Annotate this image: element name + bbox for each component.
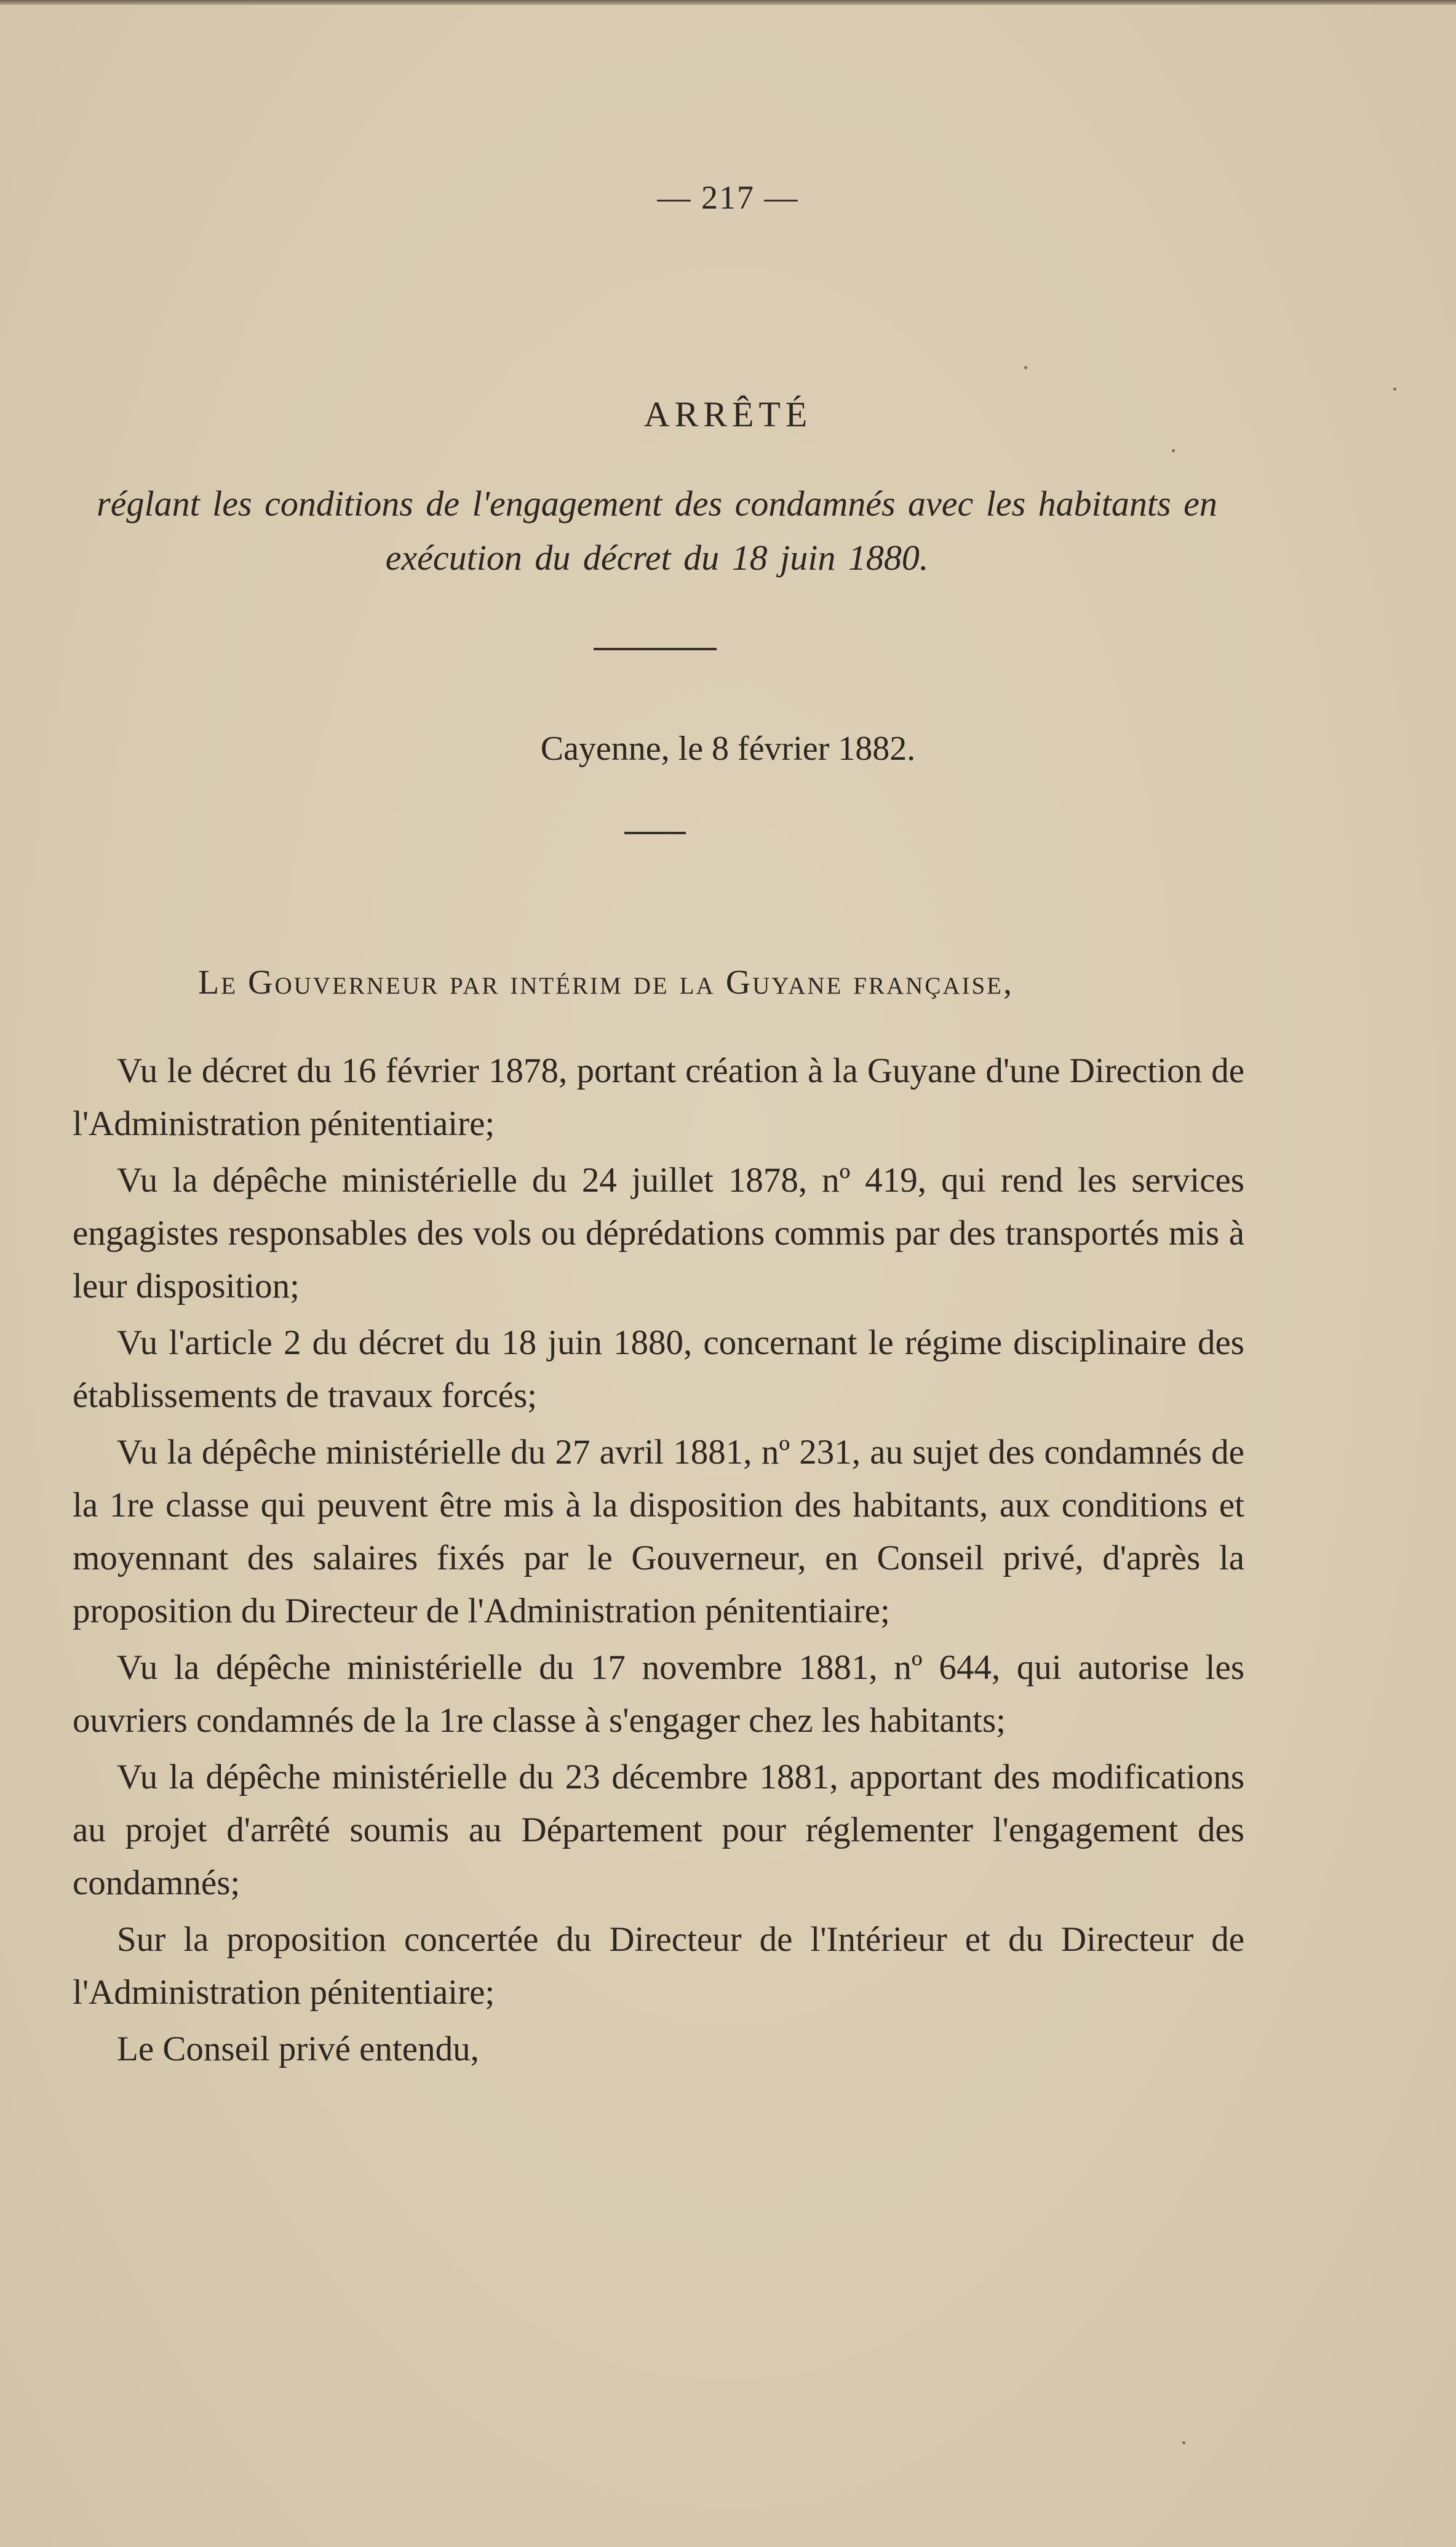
consideration-paragraph: Vu la dépêche ministérielle du 23 décembre 1881, apportant des modifications au projet d'arrêté soumis au Département pour réglementer l'engagement des condamnés; xyxy=(73,1758,1244,1902)
consideration-paragraph: Vu le décret du 16 février 1878, portant création à la Guyane d'une Direction de l'Administration pénitentiaire; xyxy=(73,1051,1244,1143)
consideration-paragraph: Sur la proposition concertée du Directeur de l'Intérieur et du Directeur de l'Administration pénitentiaire; xyxy=(73,1920,1244,2012)
consideration-paragraph: Vu la dépêche ministérielle du 17 novembre 1881, nº 644, qui autorise les ouvriers condamnés de la 1re classe à s'engager chez les habitants; xyxy=(73,1648,1244,1740)
consideration-paragraph: Vu la dépêche ministérielle du 27 avril 1881, nº 231, au sujet des condamnés de la 1re classe qui peuvent être mis à la disposition des habitants, aux conditions et moyennant des salaires fixés par le Gouverneur, en Conseil privé, d'après la proposition du Directeur de l'Administration pénitentiaire; xyxy=(73,1433,1244,1630)
paper-speck xyxy=(1182,2441,1185,2444)
divider-rule-short xyxy=(624,832,686,834)
place-and-date: Cayenne, le 8 février 1882. xyxy=(540,730,916,768)
issuing-authority: Le Gouverneur par intérim de la Guyane française, xyxy=(198,963,1014,1002)
paper-speck xyxy=(1172,449,1175,452)
decree-subtitle: réglant les conditions de l'engagement des condamnés avec les habitants en exécution du décret du 18 juin 1880. xyxy=(97,484,1217,578)
paper-speck xyxy=(1024,366,1027,369)
considerations-list xyxy=(73,1045,1244,2079)
consideration-paragraph: Vu l'article 2 du décret du 18 juin 1880, concernant le régime disciplinaire des établissements de travaux forcés; xyxy=(73,1323,1244,1415)
consideration-paragraph: Vu la dépêche ministérielle du 24 juillet 1878, nº 419, qui rend les services engagistes responsables des vols ou déprédations commis par des transportés mis à leur disposition; xyxy=(73,1161,1244,1305)
page-number: — 217 — xyxy=(657,179,799,216)
consideration-paragraph: Le Conseil privé entendu, xyxy=(117,2030,479,2068)
paper-speck xyxy=(1393,388,1396,391)
divider-rule xyxy=(594,648,717,650)
decree-title: ARRÊTÉ xyxy=(643,394,813,434)
page-top-edge xyxy=(0,0,1456,5)
